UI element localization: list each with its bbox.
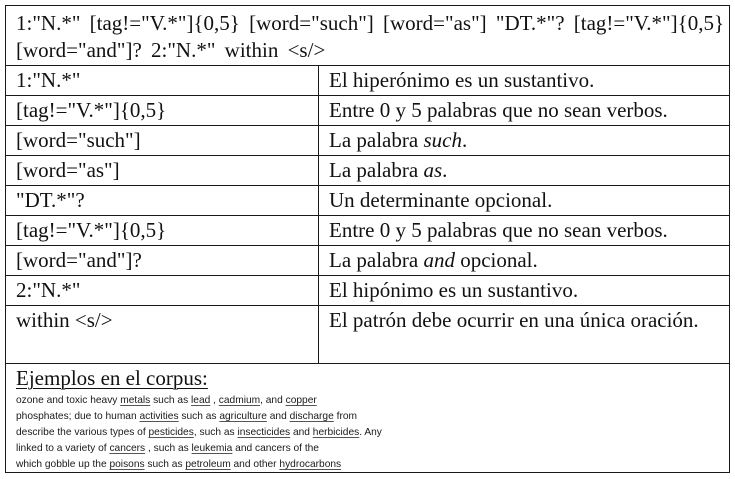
example-text: such as (150, 395, 192, 406)
description-text: Entre 0 y 5 palabras que no sean verbos. (329, 218, 668, 242)
example-text: and (266, 411, 290, 422)
example-text: , such as (193, 427, 238, 438)
example-term: agriculture (219, 411, 267, 422)
example-term: discharge (289, 411, 334, 422)
pattern-cell: 2:"N.*" (6, 276, 319, 305)
example-term: lead (191, 395, 211, 406)
pattern-line-2: [word="and"]? 2:"N.*" within <s/> (16, 38, 326, 62)
description-text: La palabra (329, 158, 424, 182)
pattern-cell: [word="as"] (6, 156, 319, 185)
table-row (6, 216, 729, 246)
description-cell (319, 96, 729, 125)
table-row (6, 156, 729, 186)
pattern-line-1: 1:"N.*" [tag!="V.*"]{0,5} [word="such"] [word="as"] "DT.*"? [tag!="V.*"]{0,5} (16, 11, 725, 35)
example-term: herbicides (312, 427, 360, 438)
examples-lines (16, 393, 729, 473)
table-row (6, 96, 729, 126)
pattern-cell: [word="such"] (6, 126, 319, 155)
example-line (16, 393, 729, 409)
pattern-cell: [tag!="V.*"]{0,5} (6, 216, 319, 245)
example-text: ozone and toxic heavy (16, 395, 121, 406)
example-text: . Any (359, 427, 382, 438)
description-text-end: opcional. (454, 248, 538, 272)
examples-section (6, 364, 729, 473)
pattern-table (5, 5, 730, 473)
pattern-cell: [tag!="V.*"]{0,5} (6, 96, 319, 125)
example-term: hydrocarbons (279, 459, 342, 470)
example-text: such as (178, 411, 220, 422)
example-text: linked to a variety of (16, 443, 110, 454)
pattern-cell: "DT.*"? (6, 186, 319, 215)
example-term: activities (139, 411, 179, 422)
description-text: Un determinante opcional. (329, 188, 553, 212)
example-term: cancers (109, 443, 146, 454)
example-line (16, 425, 729, 441)
example-term: poisons (109, 459, 145, 470)
table-row (6, 246, 729, 276)
pattern-rows (6, 66, 729, 364)
description-cell (319, 306, 729, 363)
description-text-end: . (442, 158, 448, 182)
example-term: insecticides (237, 427, 291, 438)
description-cell (319, 186, 729, 215)
example-text: describe the various types of (16, 427, 149, 438)
example-text: and other (230, 459, 280, 470)
table-row (6, 126, 729, 156)
description-cell (319, 276, 729, 305)
example-line (16, 409, 729, 425)
description-emphasis: and (423, 248, 455, 272)
description-text: El hiperónimo es un sustantivo. (329, 68, 595, 92)
description-text: Entre 0 y 5 palabras que no sean verbos. (329, 98, 668, 122)
example-line (16, 441, 729, 457)
table-header-pattern (6, 6, 729, 66)
pattern-cell: within <s/> (6, 306, 319, 363)
example-text: , and (260, 395, 286, 406)
example-text: and (290, 427, 313, 438)
examples-title: Ejemplos en el corpus: (16, 366, 208, 390)
example-term: metals (120, 395, 151, 406)
table-row (6, 306, 729, 364)
example-text: , such as (145, 443, 192, 454)
example-term: petroleum (185, 459, 231, 470)
description-text-end: . (461, 128, 468, 152)
description-emphasis: as (423, 158, 443, 182)
example-text: such as (144, 459, 186, 470)
table-row (6, 66, 729, 96)
table-row (6, 186, 729, 216)
description-cell (319, 66, 729, 95)
example-text: phosphates; due to human (16, 411, 140, 422)
description-text: El patrón debe ocurrir en una única oración. (329, 308, 699, 332)
example-text: , (210, 395, 219, 406)
pattern-cell: [word="and"]? (6, 246, 319, 275)
example-term: cadmium (218, 395, 261, 406)
example-text: and cancers of the (232, 443, 319, 454)
example-text: from (333, 411, 357, 422)
example-term: copper (285, 395, 317, 406)
example-line (16, 457, 729, 473)
description-cell (319, 156, 729, 185)
pattern-cell: 1:"N.*" (6, 66, 319, 95)
example-term: pesticides (148, 427, 194, 438)
description-text: La palabra (329, 128, 424, 152)
description-text: La palabra (329, 248, 424, 272)
example-text: which gobble up the (16, 459, 110, 470)
description-cell (319, 246, 729, 275)
description-cell (319, 126, 729, 155)
description-emphasis: such (423, 128, 462, 152)
example-term: leukemia (191, 443, 233, 454)
table-row (6, 276, 729, 306)
description-text: El hipónimo es un sustantivo. (329, 278, 579, 302)
description-cell (319, 216, 729, 245)
